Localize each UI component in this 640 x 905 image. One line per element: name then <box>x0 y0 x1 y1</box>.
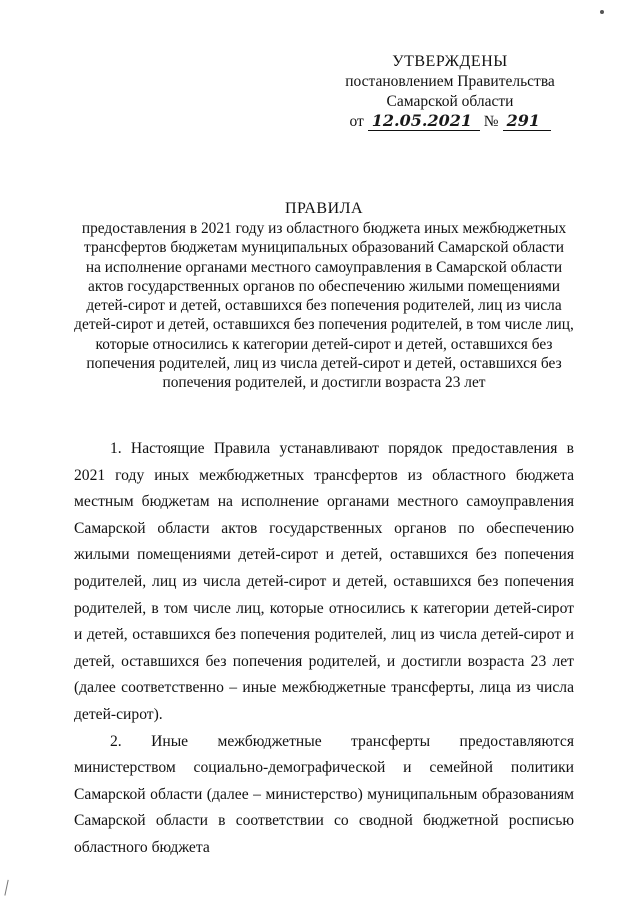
approval-line-1: постановлением Правительства <box>345 73 555 90</box>
document-subtitle <box>70 219 578 393</box>
subtitle-line: детей-сирот и детей, оставшихся без попечения родителей, лиц из числа <box>86 297 562 315</box>
subtitle-line: трансфертов бюджетам муниципальных образований Самарской области <box>84 239 564 257</box>
paragraph-2: 2. Иные межбюджетные трансферты предоставляются министерством социально-демографической и семейной политики Самарской области (далее – министерство) муниципальным образованиям Самарской области в соответствии со сводной бюджетной росписью областного бюджета <box>74 732 574 856</box>
paragraph-1: 1. Настоящие Правила устанавливают порядок предоставления в 2021 году иных межбюджетных трансфертов из областного бюджета местным бюджетам на исполнение органами местного самоуправления Самарской области актов государственных органов по обеспечению жилыми помещениями детей-сирот и детей, оставшихся без попечения родителей, лиц из числа детей-сирот и детей, оставшихся без попечения родителей, в том числе лиц, которые относились к категории детей-сирот и детей, оставшихся без попечения родителей, лиц из числа детей-сирот и детей, оставшихся без попечения родителей, и достигли возраста 23 лет (далее соответственно – иные межбюджетные трансферты, лица из числа детей-сирот). <box>74 440 574 723</box>
handwritten-date: 12.05.2021 <box>368 112 480 131</box>
scan-mark <box>4 880 11 896</box>
number-sign: № <box>483 113 499 130</box>
subtitle-line: попечения родителей, лиц из числа детей-сирот и детей, оставшихся без <box>86 355 562 373</box>
subtitle-line: предоставления в 2021 году из областного бюджета иных межбюджетных <box>81 220 567 237</box>
document-title: ПРАВИЛА <box>284 200 364 217</box>
scan-speck <box>600 10 604 14</box>
subtitle-line: актов государственных органов по обеспечению жилыми помещениями <box>87 277 560 295</box>
date-prefix: от <box>349 113 364 130</box>
subtitle-line: на исполнение органами местного самоуправления в Самарской области <box>85 258 563 276</box>
approval-date-line <box>330 112 570 132</box>
subtitle-line: которые относились к категории детей-сирот и детей, оставшихся без <box>95 335 553 353</box>
approval-block <box>330 52 570 132</box>
approval-line-2: Самарской области <box>386 93 514 110</box>
subtitle-line: попечения родителей, и достигли возраста 23 лет <box>162 374 486 392</box>
handwritten-number: 291 <box>503 112 551 131</box>
document-body <box>74 436 574 856</box>
subtitle-line: детей-сирот и детей, оставшихся без попечения родителей, в том числе лиц, <box>74 316 574 334</box>
approval-heading: УТВЕРЖДЕНЫ <box>392 53 508 70</box>
